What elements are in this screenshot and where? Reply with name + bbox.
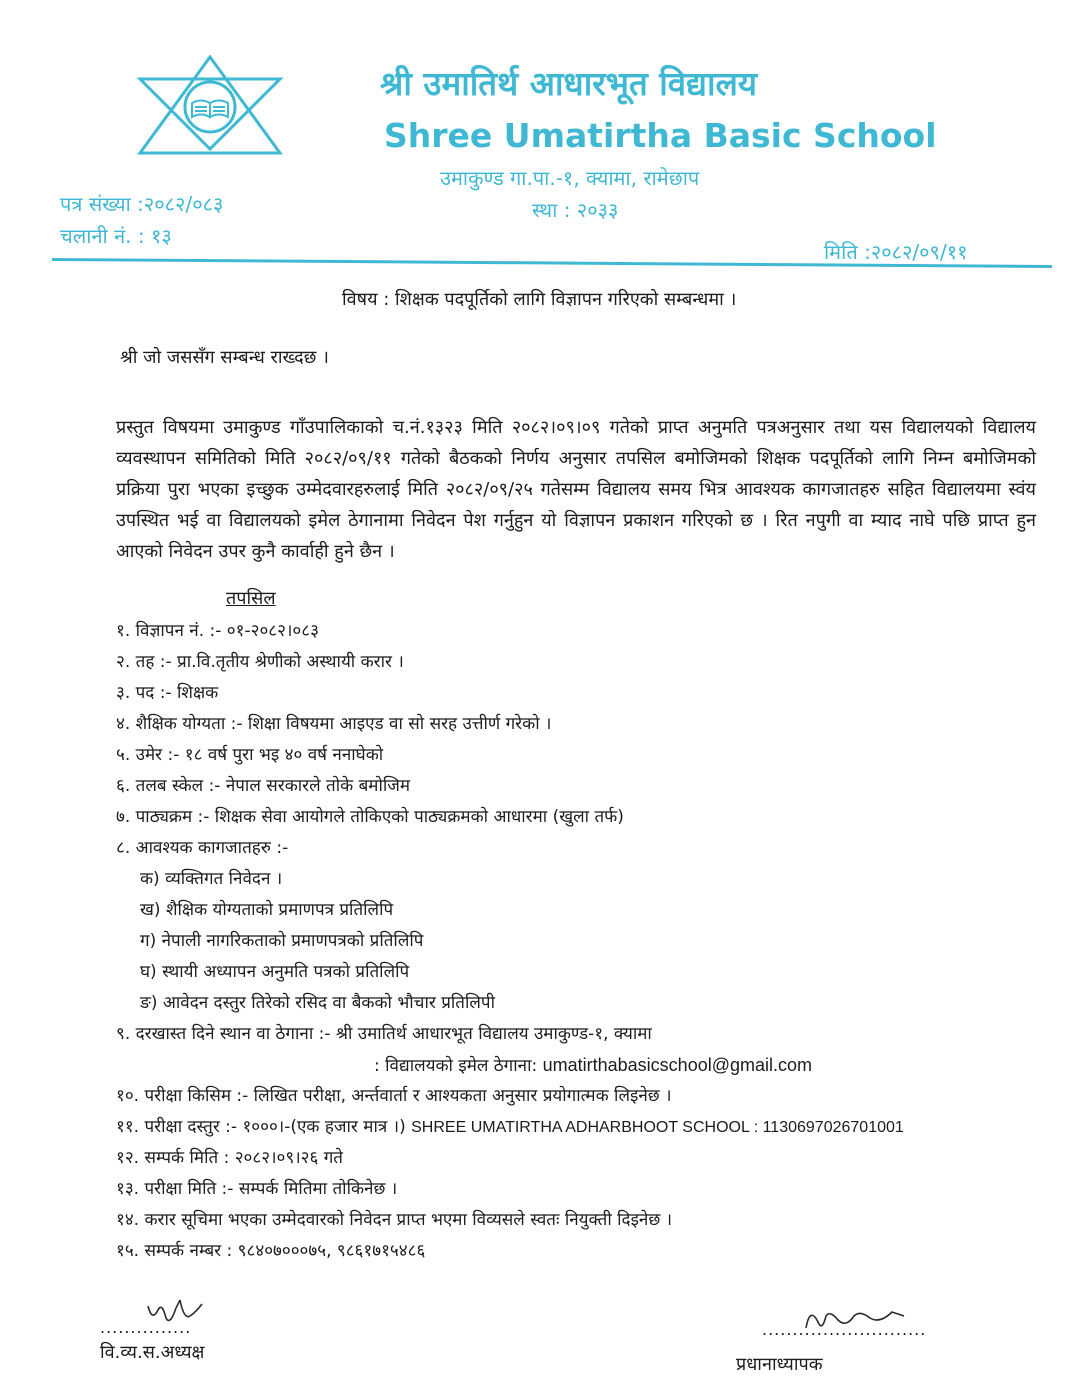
details-list xyxy=(116,616,1056,1267)
logo-book-right-page xyxy=(210,101,228,118)
dispatch-number: चलानी नं. : १३ xyxy=(60,224,172,248)
document-item: घ) स्थायी अध्यापन अनुमति पत्रको प्रतिलिपि xyxy=(140,962,410,982)
letter-subject: विषय : शिक्षक पदपूर्तिको लागि विज्ञापन गरिएको सम्बन्धमा । xyxy=(342,289,737,310)
list-item: ३. पद :- शिक्षक xyxy=(116,683,219,703)
salutation: श्री जो जससँग सम्बन्ध राख्दछ । xyxy=(120,347,329,368)
email-label: : विद्यालयको इमेल ठेगाना: xyxy=(374,1056,538,1076)
bank-account: SHREE UMATIRTHA ADHARBHOOT SCHOOL : 1130697026701001 xyxy=(411,1119,904,1136)
list-item: ८. आवश्यक कागजातहरु :- xyxy=(116,838,289,858)
list-item: ७. पाठ्यक्रम :- शिक्षक सेवा आयोगले तोकिएको पाठ्यक्रमको आधारमा (खुला तर्फ) xyxy=(116,807,624,827)
headteacher-title: प्रधानाध्यापक xyxy=(736,1354,823,1375)
list-item: १२. सम्पर्क मिति : २०८२।०९।२६ गते xyxy=(116,1148,343,1168)
list-item: ४. शैक्षिक योग्यता :- शिक्षा विषयमा आइएड वा सो सरह उत्तीर्ण गरेको । xyxy=(116,714,552,734)
school-logo xyxy=(132,55,288,155)
logo-book-left-page xyxy=(192,101,210,118)
list-item: १३. परीक्षा मिति :- सम्पर्क मितिमा तोकिनेछ । xyxy=(116,1179,398,1199)
list-item: २. तह :- प्रा.वि.तृतीय श्रेणीको अस्थायी करार । xyxy=(116,652,404,672)
list-item: ९. दरखास्त दिने स्थान वा ठेगाना :- श्री उमातिर्थ आधारभूत विद्यालय उमाकुण्ड-१, क्यामा xyxy=(116,1024,652,1044)
exam-fee: ११. परीक्षा दस्तुर :- १०००।-(एक हजार मात्र ।) xyxy=(116,1117,406,1137)
body-paragraph: प्रस्तुत विषयमा उमाकुण्ड गाँउपालिकाको च.नं.१३२३ मिति २०८२।०९।०९ गतेको प्राप्त अनुमति पत्रअनुसार तथा यस विद्यालयको विद्यालय व्यवस्थापन समितिको मिति २०८२/०९/११ गतेको बैठकको निर्णय अनुसार तपसिल बमोजिमको शिक्षक पदपूर्तिको लागि निम्न बमोजिमको प्रक्रिया पुरा भएका इच्छुक उम्मेदवारहरुलाई मिति २०८२/०९/२५ गतेसम्म विद्यालय समय भित्र आवश्यक कागजातहरु सहित विद्यालयमा स्वंय उपस्थित भई वा विद्यालयको इमेल ठेगानामा निवेदन पेश गर्नुहुन यो विज्ञापन प्रकाशन गरिएको छ । रित नपुगी वा म्याद नाघे पछि प्राप्त हुन आएको निवेदन उपर कुनै कार्वाही हुने छैन । xyxy=(116,417,1036,562)
letter-number: पत्र संख्या :२०८२/०८३ xyxy=(60,192,224,216)
school-email: umatirthabasicschool@gmail.com xyxy=(542,1055,813,1075)
school-name-english: Shree Umatirtha Basic School xyxy=(384,116,937,155)
document-item: ङ) आवेदन दस्तुर तिरेको रसिद वा बैकको भौचार प्रतिलिपी xyxy=(140,993,495,1013)
list-item: १४. करार सूचिमा भएका उम्मेदवारको निवेदन प्राप्त भएमा विव्यसले स्वतः नियुक्ती दिइनेछ । xyxy=(116,1210,673,1230)
chairperson-title: वि.व्य.स.अध्यक्ष xyxy=(100,1342,205,1363)
document-item: क) व्यक्तिगत निवेदन । xyxy=(140,869,283,889)
letter-date: मिति :२०८२/०९/११ xyxy=(824,240,968,264)
list-item: १०. परीक्षा किसिम :- लिखित परीक्षा, अर्न्तवार्ता र आश्यकता अनुसार प्रयोगात्मक लिइनेछ । xyxy=(116,1086,672,1106)
list-item: ६. तलब स्केल :- नेपाल सरकारले तोके बमोजिम xyxy=(116,776,411,796)
list-item xyxy=(116,1112,1056,1143)
signature-line-left: ............... xyxy=(100,1318,192,1337)
list-item: ५. उमेर :- १८ वर्ष पुरा भइ ४० वर्ष ननाघेको xyxy=(116,745,384,765)
document-item: ग) नेपाली नागरिकताको प्रमाणपत्रको प्रतिलिपि xyxy=(140,931,424,951)
details-heading: तपसिल xyxy=(226,588,276,609)
document-item: ख) शैक्षिक योग्यताको प्रमाणपत्र प्रतिलिपि xyxy=(140,900,394,920)
signature-line-right: ........................... xyxy=(762,1320,927,1339)
email-row xyxy=(116,1050,1056,1081)
school-name-nepali: श्री उमातिर्थ आधारभूत विद्यालय xyxy=(380,64,758,103)
school-address: उमाकुण्ड गा.पा.-१, क्यामा, रामेछाप xyxy=(440,166,700,190)
list-item: १. विज्ञापन नं. :- ०१-२०८२।०८३ xyxy=(116,621,319,641)
established-year: स्था : २०३३ xyxy=(532,198,619,222)
list-item: १५. सम्पर्क नम्बर : ९८४०७०००७५, ९८६१७१५४८६ xyxy=(116,1241,426,1261)
